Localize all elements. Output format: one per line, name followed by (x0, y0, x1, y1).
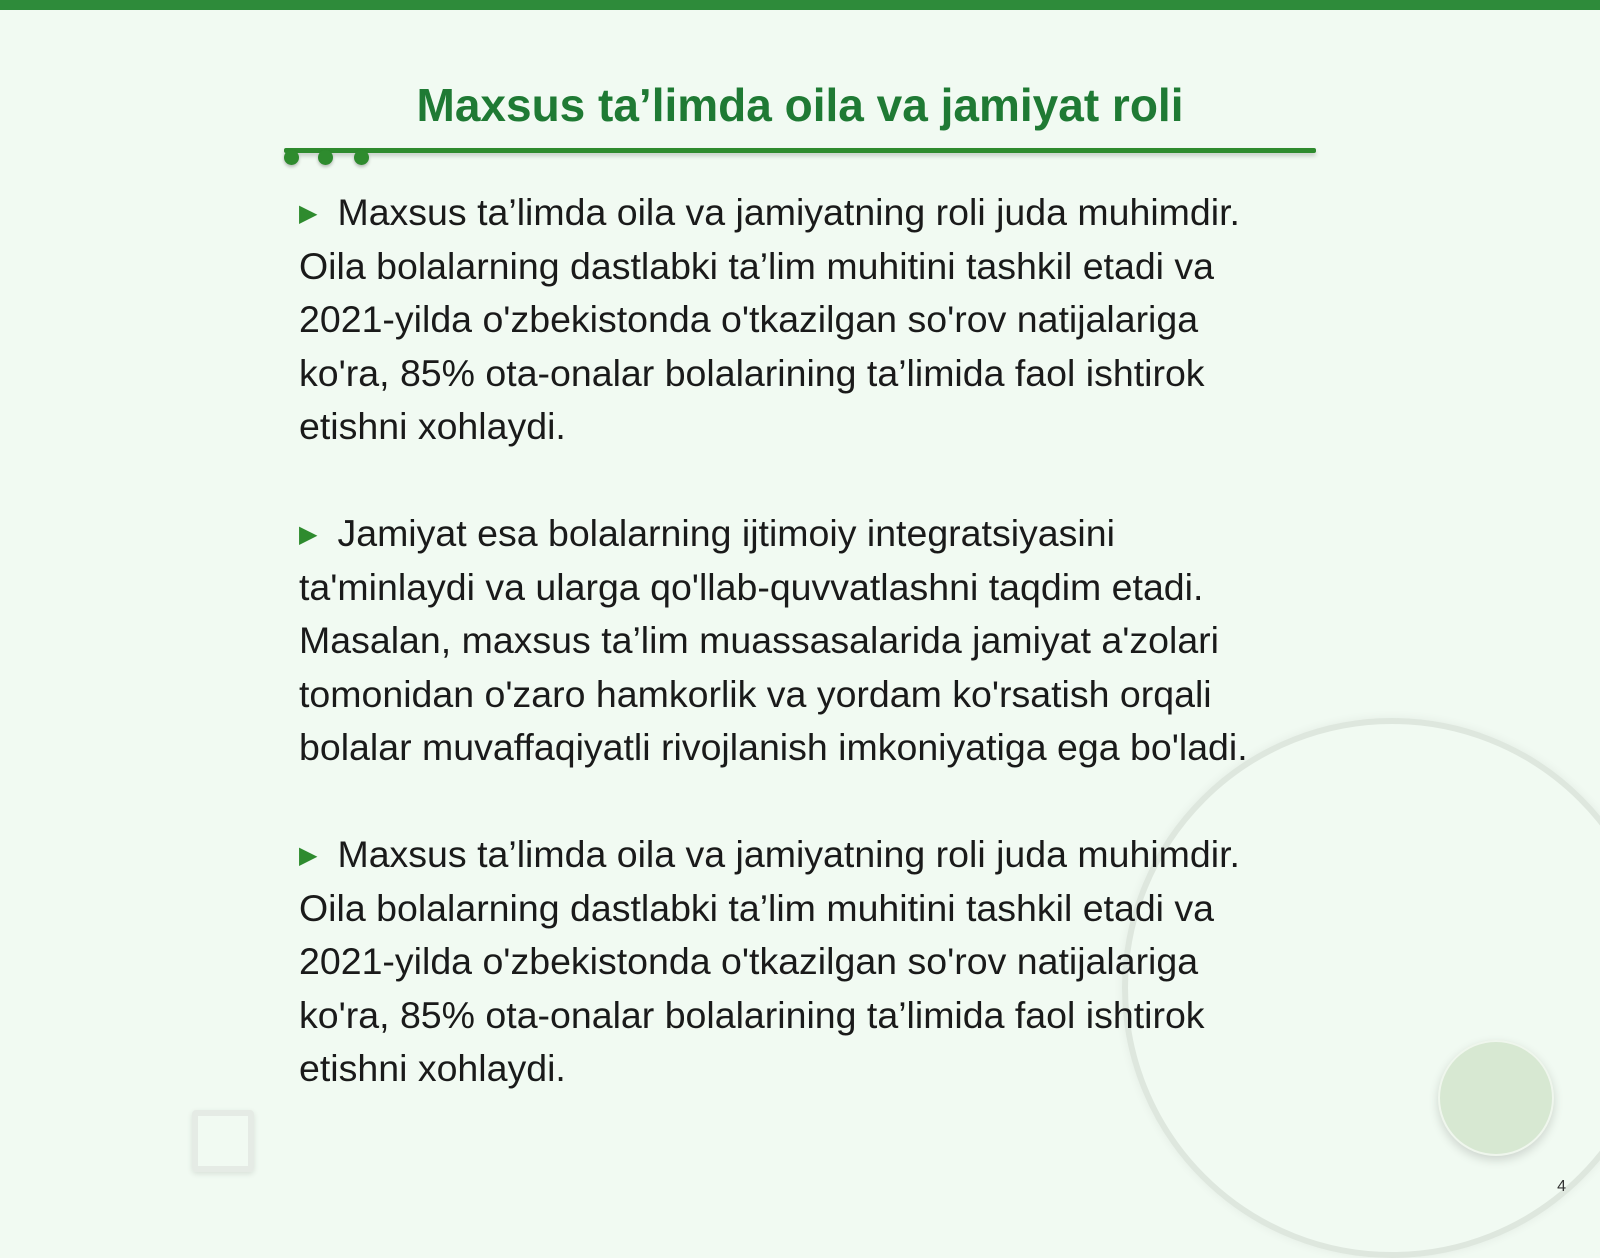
underline-dot (318, 150, 333, 165)
bullet-list (299, 186, 1299, 1149)
bullet-item (299, 507, 1299, 774)
top-accent-bar (0, 0, 1600, 10)
decorative-square (192, 1110, 254, 1172)
bullet-text: Maxsus ta’limda oila va jamiyatning roli juda muhimdir. Oila bolalarning dastlabki ta’lim muhitini tashkil etadi va 2021-yilda o'zbekistonda o'tkazilgan so'rov natijalariga ko'ra, 85% ota-onalar bolalarining ta’limida faol ishtirok etishni xohlaydi. (299, 833, 1240, 1089)
bullet-text: Maxsus ta’limda oila va jamiyatning roli juda muhimdir. Oila bolalarning dastlabki ta’lim muhitini tashkil etadi va 2021-yilda o'zbekistonda o'tkazilgan so'rov natijalariga ko'ra, 85% ota-onalar bolalarining ta’limida faol ishtirok etishni xohlaydi. (299, 191, 1240, 447)
underline-dot (354, 150, 369, 165)
bullet-item (299, 186, 1299, 453)
bullet-text: Jamiyat esa bolalarning ijtimoiy integratsiyasini ta'minlaydi va ularga qo'llab-quvvatlashni taqdim etadi. Masalan, maxsus ta’lim muassasalarida jamiyat a'zolari tomonidan o'zaro hamkorlik va yordam ko'rsatish orqali bolalar muvaffaqiyatli rivojlanish imkoniyatiga ega bo'ladi. (299, 512, 1248, 768)
decorative-circle (1438, 1040, 1554, 1156)
triangle-right-icon: ▶ (299, 200, 318, 227)
triangle-right-icon: ▶ (299, 521, 318, 549)
bullet-item (299, 828, 1299, 1095)
underline-dot (284, 150, 299, 165)
triangle-right-icon: ▶ (299, 842, 318, 870)
slide-title: Maxsus ta’limda oila va jamiyat roli (416, 79, 1184, 131)
page-number: 4 (1557, 1178, 1566, 1195)
title-underline (284, 148, 1316, 153)
